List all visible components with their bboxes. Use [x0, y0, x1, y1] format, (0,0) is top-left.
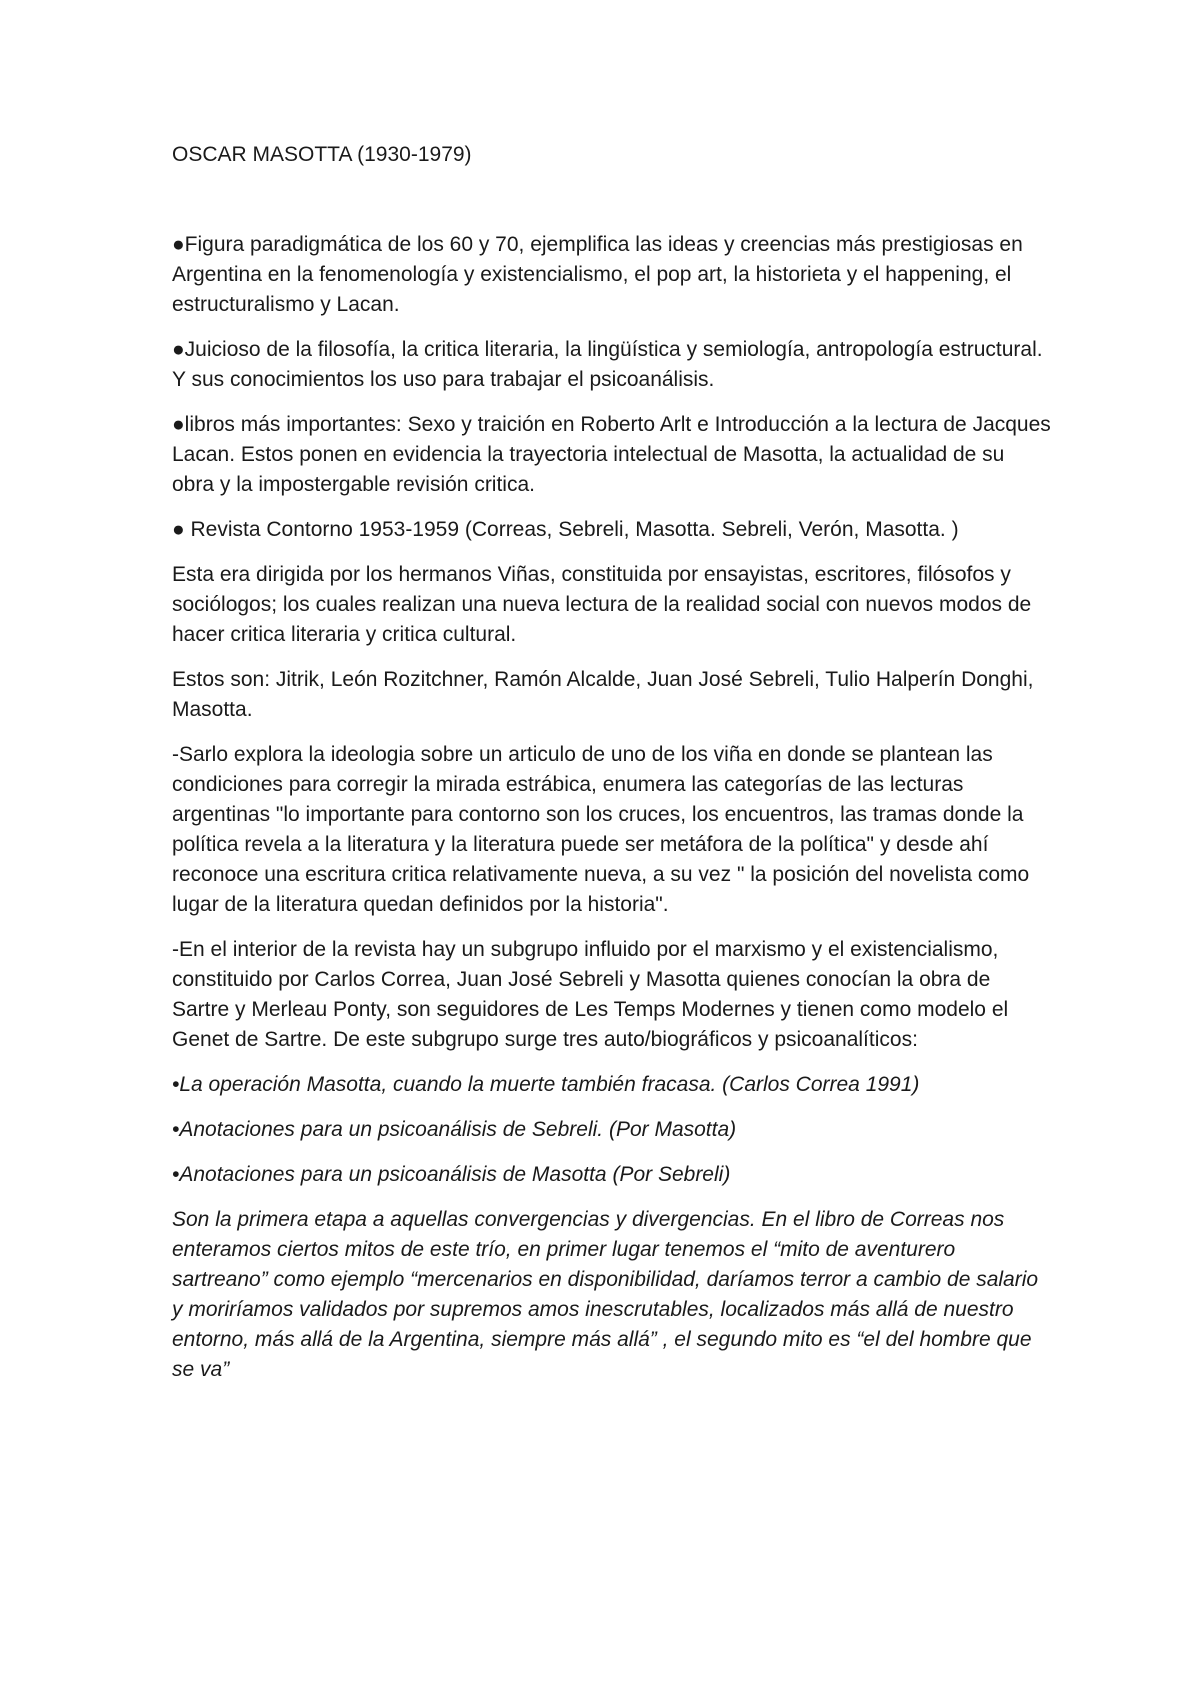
paragraph-subgrupo: -En el interior de la revista hay un subgrupo influido por el marxismo y el existencialismo, constituido por Carlos Correa, Juan José Sebreli y Masotta quienes conocían la obra de Sartre y Merleau Ponty, son seguidores de Les Temps Modernes y tienen como modelo el Genet de Sartre. De este subgrupo surge tres auto/biográficos y psicoanalíticos: [172, 938, 1009, 1051]
list-item-operacion-masotta: •La operación Masotta, cuando la muerte también fracasa. (Carlos Correa 1991) [172, 1073, 920, 1096]
list-item-anotaciones-sebreli: •Anotaciones para un psicoanálisis de Sebreli. (Por Masotta) [172, 1118, 737, 1141]
list-item-anotaciones-masotta: •Anotaciones para un psicoanálisis de Masotta (Por Sebreli) [172, 1163, 731, 1186]
document-page [172, 140, 1052, 1400]
paragraph-libros: ●libros más importantes: Sexo y traición en Roberto Arlt e Introducción a la lectura de Jacques Lacan. Estos ponen en evidencia la trayectoria intelectual de Masotta, la actualidad de su obra y la impostergable revisión critica. [172, 413, 1051, 496]
paragraph-hermanos-vinas: Esta era dirigida por los hermanos Viñas, constituida por ensayistas, escritores, filósofos y sociólogos; los cuales realizan una nueva lectura de la realidad social con nuevos modos de hacer critica literaria y critica cultural. [172, 563, 1032, 646]
paragraph-revista-contorno: ● Revista Contorno 1953-1959 (Correas, Sebreli, Masotta. Sebreli, Verón, Masotta. ) [172, 518, 959, 541]
paragraph-sarlo: -Sarlo explora la ideologia sobre un articulo de uno de los viña en donde se plantean las condiciones para corregir la mirada estrábica, enumera las categorías de las lecturas argentinas "lo importante para contorno son los cruces, los encuentros, las tramas donde la política revela a la literatura y la literatura puede ser metáfora de la política" y desde ahí reconoce una escritura critica relativamente nueva, a su vez " la posición del novelista como lugar de la literatura quedan definidos por la historia". [172, 743, 1030, 916]
paragraph-figura-paradigmatica: ●Figura paradigmática de los 60 y 70, ejemplifica las ideas y creencias más prestigiosas en Argentina en la fenomenología y existencialismo, el pop art, la historieta y el happening, el estructuralismo y Lacan. [172, 233, 1023, 316]
document-title: OSCAR MASOTTA (1930-1979) [172, 143, 472, 166]
paragraph-estos-son: Estos son: Jitrik, León Rozitchner, Ramón Alcalde, Juan José Sebreli, Tulio Halperín Donghi, Masotta. [172, 668, 1034, 721]
paragraph-primera-etapa: Son la primera etapa a aquellas convergencias y divergencias. En el libro de Correas nos enteramos ciertos mitos de este trío, en primer lugar tenemos el “mito de aventurero sartreano” como ejemplo “mercenarios en disponibilidad, daríamos terror a cambio de salario y moriríamos validados por supremos amos inescrutables, localizados más allá de nuestro entorno, más allá de la Argentina, siempre más allá” , el segundo mito es “el del hombre que se va” [172, 1208, 1039, 1381]
paragraph-juicioso: ●Juicioso de la filosofía, la critica literaria, la lingüística y semiología, antropología estructural. Y sus conocimientos los uso para trabajar el psicoanálisis. [172, 338, 1043, 391]
